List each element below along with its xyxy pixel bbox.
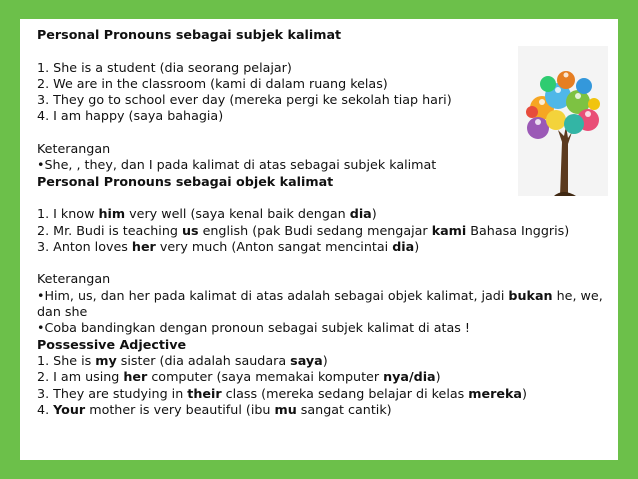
text-run: class (mereka sedang belajar di kelas [221,385,469,401]
pronoun-emphasis: nya/dia [383,369,436,385]
section2-note-heading: Keterangan [37,271,111,287]
pronoun-emphasis: their [187,385,222,401]
pronoun-emphasis: mereka [468,385,522,401]
pronoun-emphasis: saya [290,352,323,368]
text-run: 1. She is [37,352,96,368]
section1-item-2: 2. We are in the classroom (kami di dalam ruang kelas) [37,75,388,91]
text-run: 3. They are studying in [37,385,188,401]
section1-item-1: 1. She is a student (dia seorang pelajar) [37,59,292,75]
text-run: english (pak Budi sedang mengajar [198,222,432,238]
section1-note: •She, , they, dan I pada kalimat di atas sebagai subjek kalimat [37,157,437,173]
emphasis: bukan [508,287,553,303]
section3-item-2 [37,369,607,385]
pronoun-emphasis: Your [53,401,86,417]
text-run: very much (Anton sangat mencintai [155,238,393,254]
section2-title: Personal Pronouns sebagai objek kalimat [37,173,334,189]
text-run: mother is very beautiful (ibu [85,401,275,417]
text-run: ) [322,352,328,368]
text-run: computer (saya memakai komputer [147,369,384,385]
text-run: he, we, dan she [37,287,603,320]
text-run: 4. [37,401,54,417]
section1-title: Personal Pronouns sebagai subjek kalimat [37,27,342,42]
section1-item-4: 4. I am happy (saya bahagia) [37,108,224,124]
section2-item-3 [37,239,607,255]
section2-note-1 [37,288,607,321]
text-run: 2. Mr. Budi is teaching [37,222,182,238]
text-run: sangat cantik) [296,401,392,417]
text-run: 3. Anton loves [37,238,132,254]
section3-item-4 [37,402,607,418]
section3-title: Possessive Adjective [37,336,187,352]
text-run: •Him, us, dan her pada kalimat di atas adalah sebagai objek kalimat, jadi [37,287,509,303]
text-run: ) [414,238,420,254]
pronoun-emphasis: kami [431,222,467,238]
section1-note-heading: Keterangan [37,141,111,157]
section3-item-1 [37,353,607,369]
section2-item-2 [37,223,607,239]
slide [20,19,618,460]
pronoun-emphasis: mu [274,401,297,417]
section3-item-3 [37,386,607,402]
spacer [37,255,607,271]
text-run: very well (saya kenal baik dengan [125,206,350,222]
text-run: 1. I know [37,206,99,222]
pronoun-emphasis: us [181,222,199,238]
text-run: sister (dia adalah saudara [116,352,291,368]
pronoun-emphasis: dia [392,238,415,254]
pronoun-emphasis: her [131,238,156,254]
text-run: 2. I am using [37,369,124,385]
section1-item-3: 3. They go to school ever day (mereka pergi ke sekolah tiap hari) [37,92,452,108]
text-run: ) [435,369,441,385]
pronoun-emphasis: dia [349,206,372,222]
people-tree-icon [518,46,608,196]
pronoun-emphasis: him [98,206,126,222]
section2-item-1 [37,206,607,222]
text-run: Bahasa Inggris) [466,222,570,238]
people-tree-illustration [518,46,608,196]
text-run: ) [371,206,377,222]
pronoun-emphasis: her [123,369,148,385]
pronoun-emphasis: my [95,352,117,368]
text-run: ) [521,385,527,401]
section2-note-2: •Coba bandingkan dengan pronoun sebagai subjek kalimat di atas ! [37,320,470,336]
